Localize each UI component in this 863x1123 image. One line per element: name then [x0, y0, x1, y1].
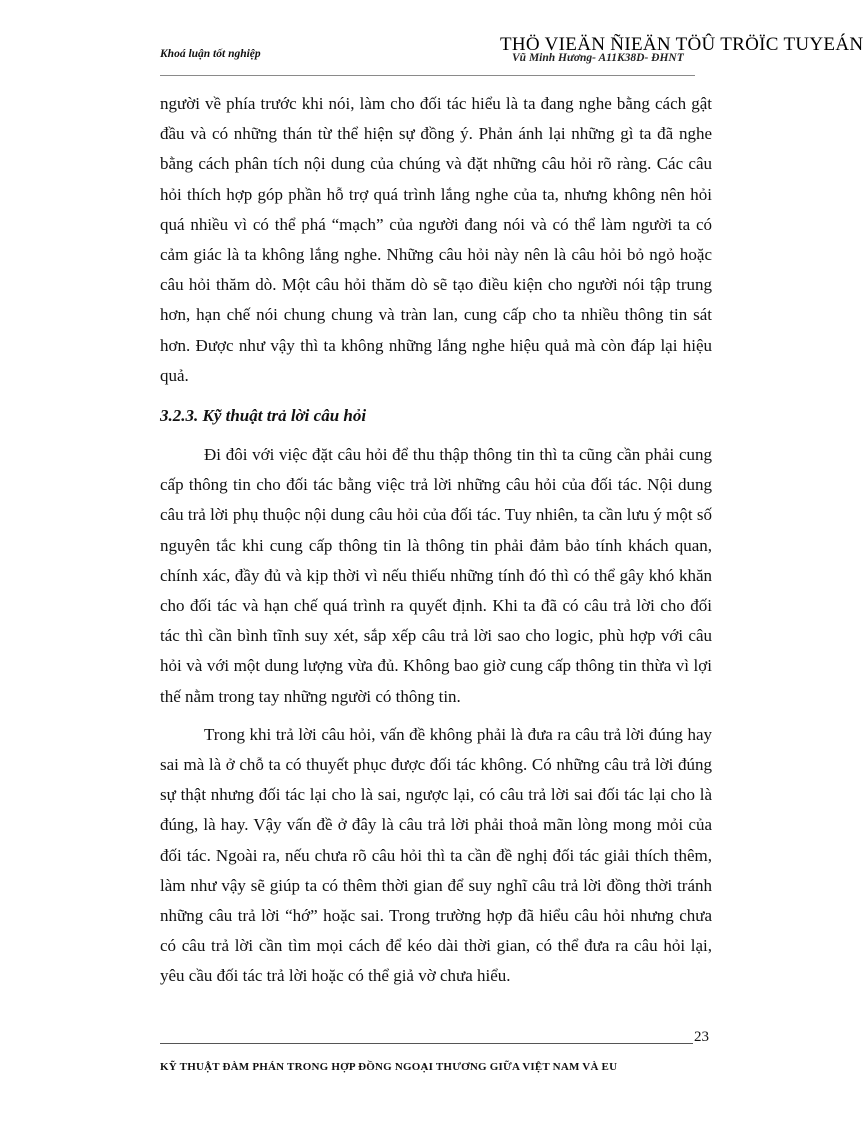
page-body: [160, 89, 712, 992]
paragraph-listening: người về phía trước khi nói, làm cho đối tác hiểu là ta đang nghe bằng cách gật đầu và có những thán từ thể hiện sự đồng ý. Phản ánh lại những gì ta đã nghe bằng cách phân tích nội dung của chúng và đặt những câu hỏi rõ ràng. Các câu hỏi thích hợp góp phần hỗ trợ quá trình lắng nghe của ta, nhưng không nên hỏi quá nhiều vì có thể phá “mạch” của người đang nói và có thể làm người ta có cảm giác là ta không lắng nghe. Những câu hỏi này nên là câu hỏi bỏ ngỏ hoặc câu hỏi thăm dò. Một câu hỏi thăm dò sẽ tạo điều kiện cho người nói tập trung hơn, hạn chế nói chung chung và tràn lan, cung cấp cho ta nhiều thông tin sát hơn. Được như vậy thì ta không những lắng nghe hiệu quả mà còn đáp lại hiệu quả.: [160, 94, 712, 385]
header-thesis-label: Khoá luận tốt nghiệp: [160, 48, 261, 60]
page-number: 23: [694, 1029, 709, 1045]
footer-divider: [160, 1043, 693, 1044]
paragraph-answering: Đi đôi với việc đặt câu hỏi để thu thập thông tin thì ta cũng cần phải cung cấp thông tin cho đối tác bằng việc trả lời những câu hỏi của đối tác. Nội dung câu trả lời phụ thuộc nội dung câu hỏi của đối tác. Tuy nhiên, ta cần lưu ý một số nguyên tắc khi cung cấp thông tin là thông tin phải đảm bảo tính khách quan, chính xác, đầy đủ và kịp thời vì nếu thiếu những tính đó thì có thể gây khó khăn cho đối tác và hạn chế quá trình ra quyết định. Khi ta đã có câu trả lời cho đối tác thì cần bình tĩnh suy xét, sắp xếp câu trả lời sao cho logic, phù hợp với câu hỏi và với một dung lượng vừa đủ. Không bao giờ cung cấp thông tin thừa vì lợi thế nằm trong tay những người có thông tin.: [160, 445, 712, 706]
section-heading: 3.2.3. Kỹ thuật trả lời câu hỏi: [160, 406, 367, 426]
header-author: Vũ Minh Hương- A11K38D- ĐHNT: [512, 52, 684, 64]
footer-thesis-title: KỸ THUẬT ĐÀM PHÁN TRONG HỢP ĐỒNG NGOẠI THƯƠNG GIỮA VIỆT NAM VÀ EU: [160, 1061, 618, 1073]
library-watermark: THÖ VIEÄN ÑIEÄN TÖÛ TRÖÏC TUYEÁN: [500, 34, 863, 55]
paragraph-persuasion: Trong khi trả lời câu hỏi, vấn đề không phải là đưa ra câu trả lời đúng hay sai mà là ở chỗ ta có thuyết phục được đối tác không. Có những câu trả lời đúng sự thật nhưng đối tác lại cho là sai, ngược lại, có câu trả lời sai đối tác lại cho là đúng, là hay. Vậy vấn đề ở đây là câu trả lời phải thoả mãn lòng mong mỏi của đối tác. Ngoài ra, nếu chưa rõ câu hỏi thì ta cần đề nghị đối tác giải thích thêm, làm như vậy sẽ giúp ta có thêm thời gian để suy nghĩ câu trả lời đồng thời tránh những câu trả lời “hớ” hoặc sai. Trong trường hợp đã hiểu câu hỏi nhưng chưa có câu trả lời cần tìm mọi cách để kéo dài thời gian, có thể đưa ra câu hỏi lại, yêu cầu đối tác trả lời hoặc có thể giả vờ chưa hiểu.: [160, 724, 712, 986]
header-divider: [160, 75, 695, 76]
paragraph-gap: [160, 712, 712, 720]
